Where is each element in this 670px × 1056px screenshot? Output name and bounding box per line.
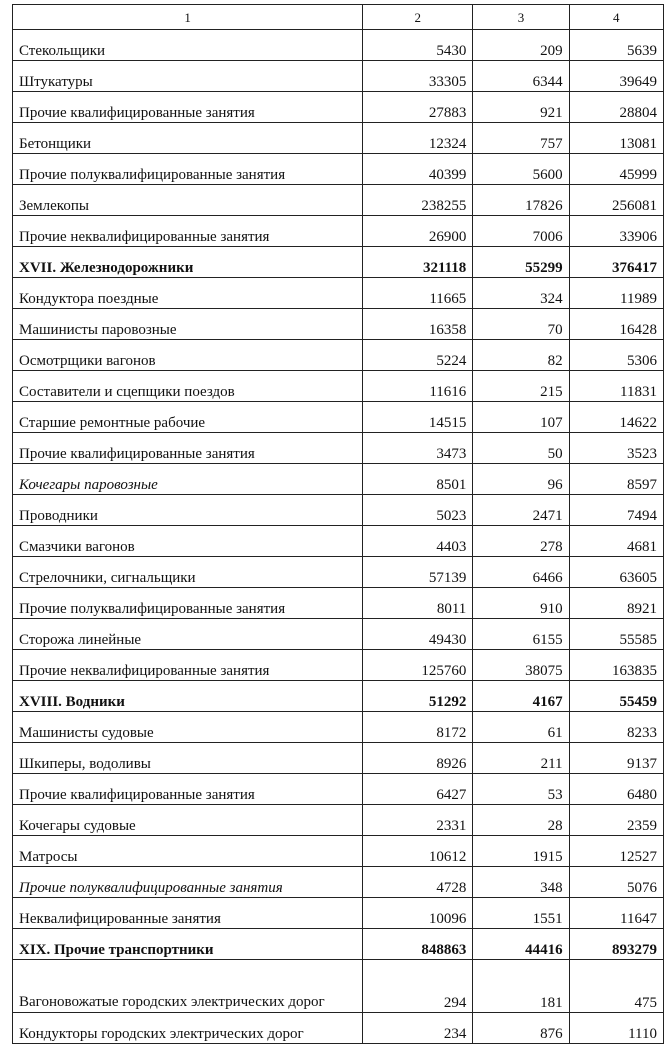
row-col4-cell: 11831 — [569, 371, 663, 402]
row-name-cell: Прочие полуквалифицированные занятия — [13, 588, 363, 619]
row-col2-cell: 125760 — [363, 650, 473, 681]
row-col4-cell: 8921 — [569, 588, 663, 619]
row-name-cell: Прочие неквалифицированные занятия — [13, 216, 363, 247]
row-col3-cell: 6155 — [473, 619, 569, 650]
row-col4-cell: 39649 — [569, 61, 663, 92]
row-col2-cell: 5224 — [363, 340, 473, 371]
row-col2-cell: 8172 — [363, 712, 473, 743]
row-col4-cell: 475 — [569, 960, 663, 1013]
row-name-cell: Землекопы — [13, 185, 363, 216]
row-name-cell: Смазчики вагонов — [13, 526, 363, 557]
row-col3-cell: 44416 — [473, 929, 569, 960]
row-col2-cell: 14515 — [363, 402, 473, 433]
table-row — [13, 712, 664, 743]
header-col-1: 1 — [13, 5, 363, 30]
table-row — [13, 402, 664, 433]
table-row — [13, 216, 664, 247]
row-col3-cell: 278 — [473, 526, 569, 557]
row-col3-cell: 53 — [473, 774, 569, 805]
row-col2-cell: 10096 — [363, 898, 473, 929]
row-col2-cell: 16358 — [363, 309, 473, 340]
table-row — [13, 526, 664, 557]
row-name-cell: Бетонщики — [13, 123, 363, 154]
row-name-cell: Старшие ремонтные рабочие — [13, 402, 363, 433]
row-name-cell: Неквалифицированные занятия — [13, 898, 363, 929]
row-col4-cell: 9137 — [569, 743, 663, 774]
row-col4-cell: 163835 — [569, 650, 663, 681]
row-col4-cell: 33906 — [569, 216, 663, 247]
row-col3-cell: 70 — [473, 309, 569, 340]
row-col2-cell: 11665 — [363, 278, 473, 309]
row-col3-cell: 876 — [473, 1013, 569, 1044]
table-row — [13, 433, 664, 464]
row-name-cell: Прочие квалифицированные занятия — [13, 774, 363, 805]
row-col3-cell: 28 — [473, 805, 569, 836]
row-col2-cell: 33305 — [363, 61, 473, 92]
row-name-cell: XVII. Железнодорожники — [13, 247, 363, 278]
row-col4-cell: 3523 — [569, 433, 663, 464]
row-col2-cell: 234 — [363, 1013, 473, 1044]
row-col4-cell: 14622 — [569, 402, 663, 433]
row-col2-cell: 4728 — [363, 867, 473, 898]
row-col3-cell: 348 — [473, 867, 569, 898]
row-col4-cell: 45999 — [569, 154, 663, 185]
row-col2-cell: 49430 — [363, 619, 473, 650]
table-row — [13, 774, 664, 805]
table-row — [13, 371, 664, 402]
table-row — [13, 898, 664, 929]
table-row — [13, 92, 664, 123]
row-col4-cell: 4681 — [569, 526, 663, 557]
table-row — [13, 123, 664, 154]
row-col2-cell: 3473 — [363, 433, 473, 464]
table-row — [13, 650, 664, 681]
table-row — [13, 30, 664, 61]
row-col3-cell: 107 — [473, 402, 569, 433]
row-col3-cell: 324 — [473, 278, 569, 309]
row-col4-cell: 256081 — [569, 185, 663, 216]
row-col4-cell: 5639 — [569, 30, 663, 61]
row-col2-cell: 294 — [363, 960, 473, 1013]
row-name-cell: XIX. Прочие транспортники — [13, 929, 363, 960]
row-col4-cell: 5076 — [569, 867, 663, 898]
row-col2-cell: 2331 — [363, 805, 473, 836]
row-col2-cell: 12324 — [363, 123, 473, 154]
row-col2-cell: 4403 — [363, 526, 473, 557]
table-row — [13, 247, 664, 278]
table-row — [13, 1013, 664, 1044]
row-col4-cell: 55585 — [569, 619, 663, 650]
row-col3-cell: 4167 — [473, 681, 569, 712]
row-col4-cell: 7494 — [569, 495, 663, 526]
row-name-cell: Осмотрщики вагонов — [13, 340, 363, 371]
row-col4-cell: 1110 — [569, 1013, 663, 1044]
row-col3-cell: 82 — [473, 340, 569, 371]
row-col4-cell: 11989 — [569, 278, 663, 309]
row-name-cell: Стекольщики — [13, 30, 363, 61]
row-col3-cell: 6466 — [473, 557, 569, 588]
row-col2-cell: 321118 — [363, 247, 473, 278]
row-col3-cell: 38075 — [473, 650, 569, 681]
row-col4-cell: 8233 — [569, 712, 663, 743]
row-col3-cell: 1915 — [473, 836, 569, 867]
row-col2-cell: 5430 — [363, 30, 473, 61]
row-col2-cell: 27883 — [363, 92, 473, 123]
row-col3-cell: 910 — [473, 588, 569, 619]
row-col4-cell: 28804 — [569, 92, 663, 123]
row-name-cell: Стрелочники, сигнальщики — [13, 557, 363, 588]
row-col2-cell: 8011 — [363, 588, 473, 619]
row-name-cell: Кондуктора поездные — [13, 278, 363, 309]
table-row — [13, 960, 664, 1013]
row-col3-cell: 215 — [473, 371, 569, 402]
row-name-cell: Машинисты паровозные — [13, 309, 363, 340]
row-col4-cell: 8597 — [569, 464, 663, 495]
row-name-cell: Составители и сцепщики поездов — [13, 371, 363, 402]
row-col2-cell: 11616 — [363, 371, 473, 402]
row-name-cell: Прочие неквалифицированные занятия — [13, 650, 363, 681]
row-col2-cell: 51292 — [363, 681, 473, 712]
row-col2-cell: 848863 — [363, 929, 473, 960]
row-col2-cell: 238255 — [363, 185, 473, 216]
row-col4-cell: 63605 — [569, 557, 663, 588]
row-name-cell: Кондукторы городских электрических дорог — [13, 1013, 363, 1044]
table-row — [13, 61, 664, 92]
table-row — [13, 836, 664, 867]
row-name-cell: Прочие квалифицированные занятия — [13, 92, 363, 123]
row-col2-cell: 8926 — [363, 743, 473, 774]
row-col2-cell: 40399 — [363, 154, 473, 185]
row-col3-cell: 1551 — [473, 898, 569, 929]
row-col4-cell: 55459 — [569, 681, 663, 712]
row-name-cell: Шкиперы, водоливы — [13, 743, 363, 774]
row-col3-cell: 211 — [473, 743, 569, 774]
row-col3-cell: 5600 — [473, 154, 569, 185]
row-col2-cell: 10612 — [363, 836, 473, 867]
row-name-cell: Штукатуры — [13, 61, 363, 92]
row-col3-cell: 6344 — [473, 61, 569, 92]
header-col-3: 3 — [473, 5, 569, 30]
row-col4-cell: 893279 — [569, 929, 663, 960]
row-col3-cell: 921 — [473, 92, 569, 123]
row-name-cell: Прочие полуквалифицированные занятия — [13, 867, 363, 898]
row-name-cell: Кочегары паровозные — [13, 464, 363, 495]
row-col3-cell: 61 — [473, 712, 569, 743]
row-name-cell: Прочие полуквалифицированные занятия — [13, 154, 363, 185]
row-col3-cell: 757 — [473, 123, 569, 154]
row-col3-cell: 209 — [473, 30, 569, 61]
row-col2-cell: 26900 — [363, 216, 473, 247]
row-col4-cell: 6480 — [569, 774, 663, 805]
row-name-cell: Матросы — [13, 836, 363, 867]
table-row — [13, 154, 664, 185]
row-col3-cell: 2471 — [473, 495, 569, 526]
row-col2-cell: 5023 — [363, 495, 473, 526]
table-row — [13, 743, 664, 774]
table-header-row — [13, 5, 664, 30]
row-name-cell: Сторожа линейные — [13, 619, 363, 650]
row-name-cell: Кочегары судовые — [13, 805, 363, 836]
row-name-cell: Проводники — [13, 495, 363, 526]
row-col2-cell: 57139 — [363, 557, 473, 588]
row-name-cell: Вагоновожатые городских электрических дорог — [13, 960, 363, 1013]
row-col3-cell: 55299 — [473, 247, 569, 278]
row-col4-cell: 5306 — [569, 340, 663, 371]
row-col4-cell: 2359 — [569, 805, 663, 836]
row-col2-cell: 6427 — [363, 774, 473, 805]
row-col4-cell: 16428 — [569, 309, 663, 340]
row-col4-cell: 13081 — [569, 123, 663, 154]
row-col3-cell: 17826 — [473, 185, 569, 216]
table-row — [13, 464, 664, 495]
row-col3-cell: 50 — [473, 433, 569, 464]
header-col-4: 4 — [569, 5, 663, 30]
table-row — [13, 340, 664, 371]
row-name-cell: XVIII. Водники — [13, 681, 363, 712]
row-name-cell: Машинисты судовые — [13, 712, 363, 743]
row-col4-cell: 12527 — [569, 836, 663, 867]
table-row — [13, 867, 664, 898]
row-col2-cell: 8501 — [363, 464, 473, 495]
row-col3-cell: 7006 — [473, 216, 569, 247]
table-row — [13, 309, 664, 340]
table-row — [13, 681, 664, 712]
table-row — [13, 929, 664, 960]
table-row — [13, 495, 664, 526]
row-col3-cell: 96 — [473, 464, 569, 495]
table-row — [13, 278, 664, 309]
occupations-table — [12, 4, 664, 1044]
table-row — [13, 557, 664, 588]
row-name-cell: Прочие квалифицированные занятия — [13, 433, 363, 464]
table-row — [13, 588, 664, 619]
table-row — [13, 619, 664, 650]
table-row — [13, 185, 664, 216]
table-row — [13, 805, 664, 836]
row-col4-cell: 376417 — [569, 247, 663, 278]
header-col-2: 2 — [363, 5, 473, 30]
row-col4-cell: 11647 — [569, 898, 663, 929]
row-col3-cell: 181 — [473, 960, 569, 1013]
